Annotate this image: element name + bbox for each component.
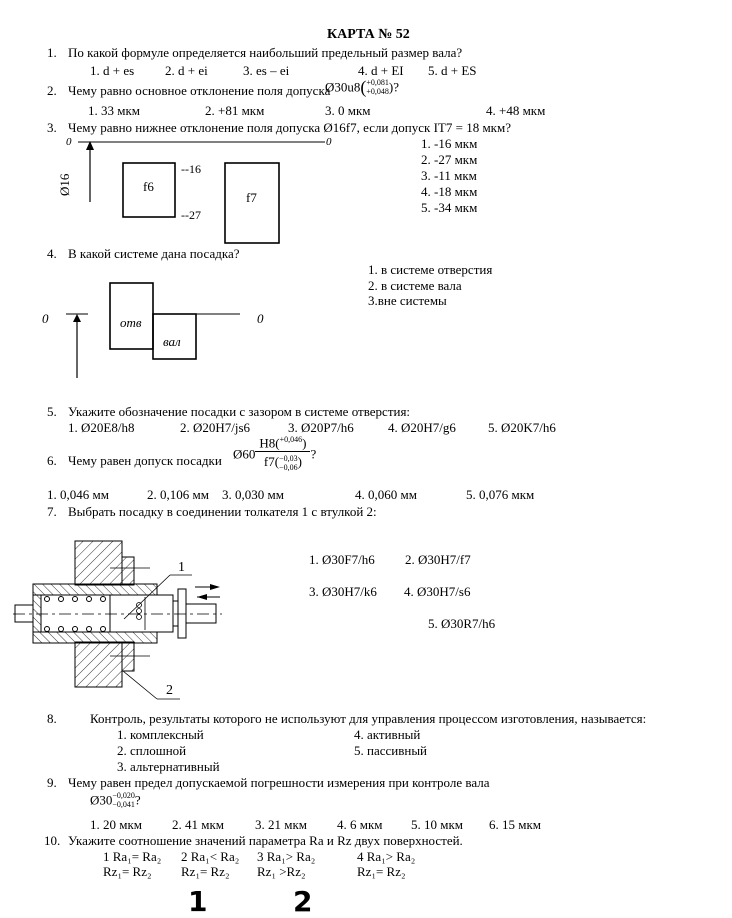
bushing-end bbox=[33, 595, 41, 632]
q8-text: Контроль, результаты которого не используют для управления процессом изготовления, называется: bbox=[90, 711, 647, 726]
card-title: КАРТА № 52 bbox=[327, 27, 410, 42]
q6-shaft-upper: −0,03 bbox=[279, 454, 298, 464]
q6-text: Чему равен допуск посадки bbox=[68, 453, 222, 468]
q2-upper: +0,081 bbox=[366, 78, 389, 87]
q7-number: 7. bbox=[47, 504, 57, 519]
q7-option[interactable]: 5. Ø30R7/h6 bbox=[428, 616, 496, 631]
q1-option[interactable]: 4. d + EI bbox=[358, 63, 404, 78]
q2-text: Чему равно основное отклонение поля допуска bbox=[68, 83, 331, 98]
q3-number: 3. bbox=[47, 120, 57, 135]
q3-option[interactable]: 3. -11 мкм bbox=[421, 168, 477, 183]
q4-shaft-label: вал bbox=[163, 334, 181, 349]
q9-upper: −0,020 bbox=[112, 791, 135, 800]
q6-hole-close: ) bbox=[302, 435, 307, 451]
q2-option[interactable]: 2. +81 мкм bbox=[205, 103, 265, 118]
q3-diagram bbox=[0, 130, 340, 245]
housing-top bbox=[75, 541, 122, 585]
q3-option[interactable]: 2. -27 мкм bbox=[421, 152, 478, 167]
q10-option-ra[interactable]: 2 Ra₁< Ra₂ bbox=[181, 849, 240, 864]
q1-number: 1. bbox=[47, 45, 57, 60]
q1-option[interactable]: 2. d + ei bbox=[165, 63, 208, 78]
q6-option[interactable]: 4. 0,060 мм bbox=[355, 487, 417, 502]
surface-label-2: 2 bbox=[293, 885, 313, 918]
housing-step-bottom bbox=[122, 642, 134, 671]
q3-zero-right: 0 bbox=[326, 136, 332, 148]
q10-option-ra[interactable]: 3 Ra₁> Ra₂ bbox=[257, 849, 316, 864]
q4-number: 4. bbox=[47, 246, 57, 261]
q10-option-rz[interactable]: Rz₁= Rz₂ bbox=[357, 864, 406, 879]
q5-option[interactable]: 2. Ø20H7/js6 bbox=[180, 420, 251, 435]
q2-option[interactable]: 1. 33 мкм bbox=[88, 103, 141, 118]
q10-number: 10. bbox=[44, 833, 61, 848]
q4-zero-left: 0 bbox=[42, 311, 49, 326]
q9-tail: ? bbox=[134, 792, 141, 808]
q5-option[interactable]: 3. Ø20P7/h6 bbox=[288, 420, 354, 435]
arrow-head bbox=[73, 314, 81, 322]
q10-option-ra[interactable]: 1 Ra₁= Ra₂ bbox=[103, 849, 162, 864]
q1-option[interactable]: 1. d + es bbox=[90, 63, 135, 78]
q10-option-rz[interactable]: Rz₁ >Rz₂ bbox=[257, 864, 306, 879]
q9-option[interactable]: 4. 6 мкм bbox=[337, 817, 383, 832]
q8-option[interactable]: 1. комплексный bbox=[117, 727, 204, 742]
q4-option[interactable]: 3.вне системы bbox=[368, 293, 447, 308]
q4-diagram bbox=[0, 270, 300, 385]
bushing-bottom-wall bbox=[33, 632, 157, 643]
q4-zero-right: 0 bbox=[257, 311, 264, 326]
q9-option[interactable]: 3. 21 мкм bbox=[255, 817, 308, 832]
q9-option[interactable]: 6. 15 мкм bbox=[489, 817, 542, 832]
q8-number: 8. bbox=[47, 711, 57, 726]
plunger-body bbox=[110, 595, 173, 632]
plunger-neck bbox=[173, 601, 178, 626]
q7-mechanism-drawing bbox=[0, 525, 300, 705]
q10-option-rz[interactable]: Rz₁= Rz₂ bbox=[181, 864, 230, 879]
q3-mark-bottom: --27 bbox=[181, 208, 201, 222]
q6-shaft-lower: −0,06 bbox=[279, 463, 298, 473]
leader-2 bbox=[123, 671, 157, 699]
q8-option[interactable]: 5. пассивный bbox=[354, 743, 428, 758]
q6-tail: ? bbox=[310, 446, 317, 462]
q2-lower: +0,048 bbox=[366, 87, 389, 96]
q9-field: Ø30 bbox=[90, 792, 113, 808]
q5-option[interactable]: 4. Ø20H7/g6 bbox=[388, 420, 456, 435]
q7-option[interactable]: 3. Ø30H7/k6 bbox=[309, 584, 377, 599]
q5-option[interactable]: 1. Ø20E8/h8 bbox=[68, 420, 135, 435]
q6-hole-upper: +0,046 bbox=[279, 435, 303, 444]
q3-mark-top: --16 bbox=[181, 162, 201, 176]
q6-option[interactable]: 2. 0,106 мм bbox=[147, 487, 209, 502]
q3-option[interactable]: 4. -18 мкм bbox=[421, 184, 478, 199]
q6-shaft-field: f7( bbox=[263, 454, 280, 470]
bushing-top-wall bbox=[33, 584, 157, 595]
q4-option[interactable]: 2. в системе вала bbox=[368, 278, 462, 293]
q2-field: Ø30u8 bbox=[325, 79, 361, 95]
plunger-collar bbox=[178, 589, 186, 638]
q6-hole-field: H8( bbox=[259, 435, 280, 451]
q4-text: В какой системе дана посадка? bbox=[68, 246, 240, 261]
q2-number: 2. bbox=[47, 83, 57, 98]
q9-number: 9. bbox=[47, 775, 57, 790]
q3-option[interactable]: 1. -16 мкм bbox=[421, 136, 478, 151]
q5-number: 5. bbox=[47, 404, 57, 419]
q4-option[interactable]: 1. в системе отверстия bbox=[368, 262, 493, 277]
q9-text: Чему равен предел допускаемой погрешности измерения при контроле вала bbox=[68, 775, 490, 790]
q3-axis-label: Ø16 bbox=[57, 173, 72, 196]
q3-box-f6: f6 bbox=[143, 179, 154, 194]
q9-lower: −0,041 bbox=[112, 800, 135, 809]
q2-tail: )? bbox=[388, 79, 400, 95]
q10-option-rz[interactable]: Rz₁= Rz₂ bbox=[103, 864, 152, 879]
q7-option[interactable]: 4. Ø30H7/s6 bbox=[404, 584, 471, 599]
q10-text: Укажите соотношение значений параметра Ra и Rz двух поверхностей. bbox=[68, 833, 463, 848]
housing-step-top bbox=[122, 557, 134, 585]
q9-option[interactable]: 5. 10 мкм bbox=[411, 817, 464, 832]
q8-option[interactable]: 2. сплошной bbox=[117, 743, 187, 758]
q5-option[interactable]: 5. Ø20K7/h6 bbox=[488, 420, 556, 435]
q7-option[interactable]: 1. Ø30F7/h6 bbox=[309, 552, 375, 567]
housing-bottom bbox=[75, 642, 122, 687]
q7-callout-1: 1 bbox=[178, 560, 185, 575]
q6-option[interactable]: 1. 0,046 мм bbox=[47, 487, 109, 502]
q7-callout-2: 2 bbox=[166, 683, 173, 698]
q7-text: Выбрать посадку в соединении толкателя 1 с втулкой 2: bbox=[68, 504, 377, 519]
q3-zero-left: 0 bbox=[66, 136, 72, 148]
rear-rod bbox=[15, 605, 33, 622]
q6-diameter: Ø60 bbox=[233, 446, 256, 462]
q2-option[interactable]: 3. 0 мкм bbox=[325, 103, 371, 118]
q2-option[interactable]: 4. +48 мкм bbox=[486, 103, 546, 118]
q3-option[interactable]: 5. -34 мкм bbox=[421, 200, 478, 215]
q9-option[interactable]: 1. 20 мкм bbox=[90, 817, 143, 832]
q5-text: Укажите обозначение посадки с зазором в системе отверстия: bbox=[68, 404, 411, 419]
q7-option[interactable]: 2. Ø30H7/f7 bbox=[405, 552, 471, 567]
q2-designation: Ø30u8( +0,081 +0,048 )? bbox=[325, 77, 400, 97]
q8-option[interactable]: 4. активный bbox=[354, 727, 421, 742]
q1-option[interactable]: 3. es – ei bbox=[243, 63, 290, 78]
q6-option[interactable]: 5. 0,076 мкм bbox=[466, 487, 535, 502]
q8-option[interactable]: 3. альтернативный bbox=[117, 759, 220, 774]
q1-text: По какой формуле определяется наибольший предельный размер вала? bbox=[68, 45, 463, 60]
q6-fit bbox=[233, 436, 316, 472]
q9-option[interactable]: 2. 41 мкм bbox=[172, 817, 225, 832]
q3-box-f7: f7 bbox=[246, 190, 257, 205]
q1-option[interactable]: 5. d + ES bbox=[428, 63, 477, 78]
q9-designation bbox=[90, 791, 141, 809]
q6-shaft-close: ) bbox=[297, 454, 302, 470]
surface-label-1: 1 bbox=[188, 885, 208, 918]
q4-hole-label: отв bbox=[120, 315, 142, 330]
q6-number: 6. bbox=[47, 453, 57, 468]
plunger-rod bbox=[186, 604, 216, 623]
q10-option-ra[interactable]: 4 Ra₁> Ra₂ bbox=[357, 849, 416, 864]
q6-option[interactable]: 3. 0,030 мм bbox=[222, 487, 284, 502]
arrow-right-icon bbox=[210, 584, 220, 590]
arrow-left-icon bbox=[197, 594, 207, 600]
q3-text: Чему равно нижнее отклонение поля допуска Ø16f7, если допуск IT7 = 18 мкм? bbox=[68, 120, 511, 135]
